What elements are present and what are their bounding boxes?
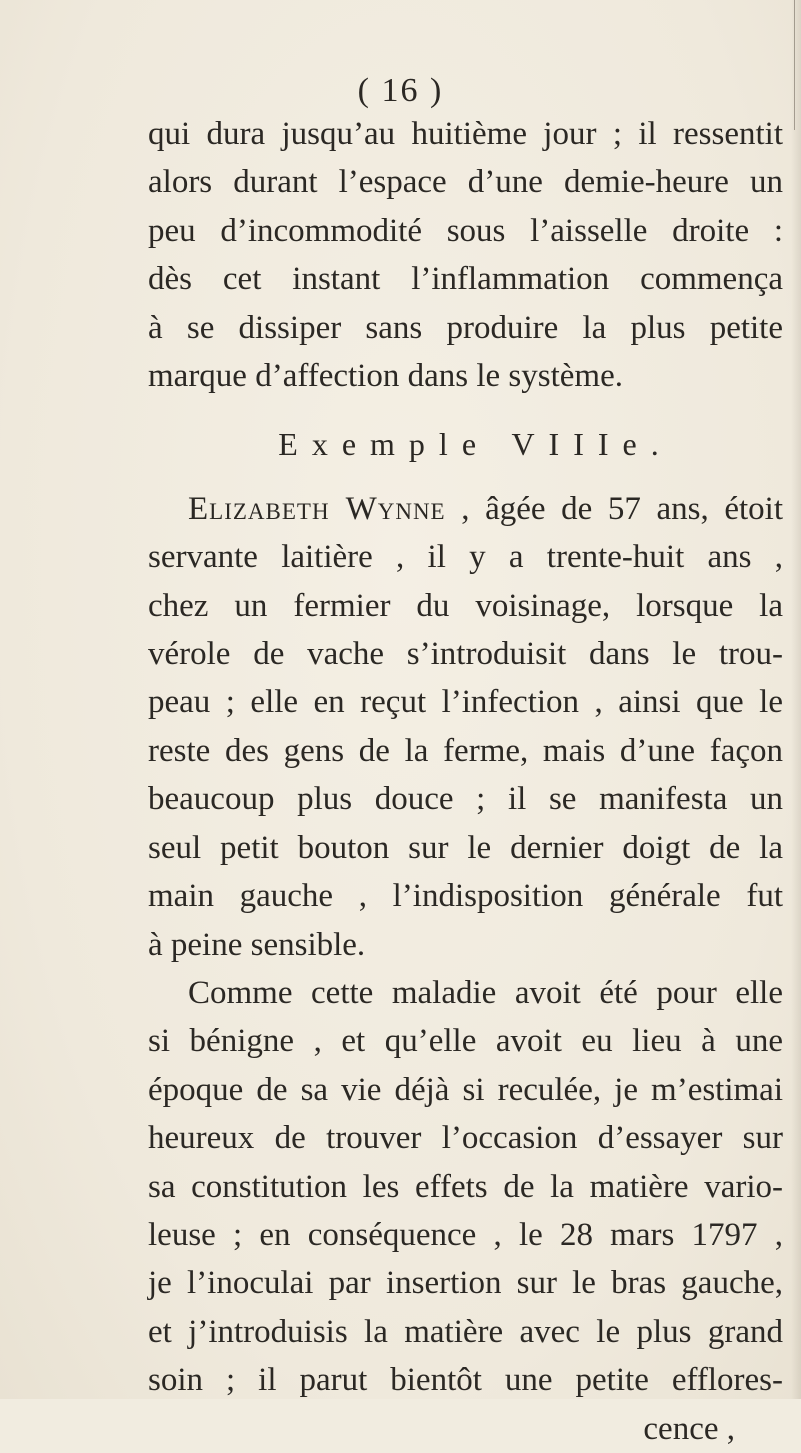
- text-line: soin ; il parut bientôt une petite efflores-: [148, 1362, 783, 1399]
- page-edge-line: [794, 0, 795, 130]
- text-line: vérole de vache s’introduisit dans le trou-: [148, 636, 783, 673]
- text-line: époque de sa vie déjà si reculée, je m’estimai: [148, 1071, 783, 1108]
- text-line: [148, 485, 783, 533]
- text-line: seul petit bouton sur le dernier doigt de la: [148, 829, 783, 866]
- text-line: et j’introduisis la matière avec le plus grand: [148, 1313, 783, 1350]
- text-line: heureux de trouver l’occasion d’essayer sur: [148, 1120, 783, 1157]
- page-edge-shadow: [791, 0, 801, 1399]
- text-line: sa constitution les effets de la matière vario-: [148, 1168, 783, 1205]
- text-line: qui dura jusqu’au huitième jour ; il ressentit: [148, 116, 783, 152]
- text-line: leuse ; en conséquence , le 28 mars 1797 ,: [148, 1216, 783, 1253]
- text-line: reste des gens de la ferme, mais d’une façon: [148, 732, 783, 769]
- catchword: cence ,: [643, 1410, 735, 1447]
- person-name: Elizabeth Wynne: [188, 490, 446, 527]
- text-line: je l’inoculai par insertion sur le bras gauche,: [148, 1265, 783, 1302]
- text-line: marque d’affection dans le système.: [148, 358, 623, 395]
- text-line: à peine sensible.: [148, 926, 366, 963]
- text-line: beaucoup plus douce ; il se manifesta un: [148, 781, 783, 818]
- text-line: peau ; elle en reçut l’infection , ainsi que le: [148, 684, 783, 721]
- page-number: ( 16 ): [357, 72, 444, 109]
- body-text: [148, 110, 783, 1453]
- section-heading: Exemple VIIIe.: [278, 426, 673, 463]
- text-line: si bénigne , et qu’elle avoit eu lieu à une: [148, 1023, 783, 1060]
- text-line: peu d’incommodité sous l’aisselle droite :: [148, 212, 783, 249]
- text-line: alors durant l’espace d’une demie-heure un: [148, 164, 783, 201]
- text-line: dès cet instant l’inflammation commença: [148, 261, 783, 298]
- text-fragment: , âgée de 57 ans, étoit: [461, 490, 783, 527]
- text-line: servante laitière , il y a trente-huit ans ,: [148, 539, 783, 576]
- text-line: à se dissiper sans produire la plus petite: [148, 309, 783, 346]
- text-line: main gauche , l’indisposition générale fut: [148, 878, 783, 915]
- text-line: chez un fermier du voisinage, lorsque la: [148, 587, 783, 624]
- text-line: Comme cette maladie avoit été pour elle: [188, 974, 783, 1011]
